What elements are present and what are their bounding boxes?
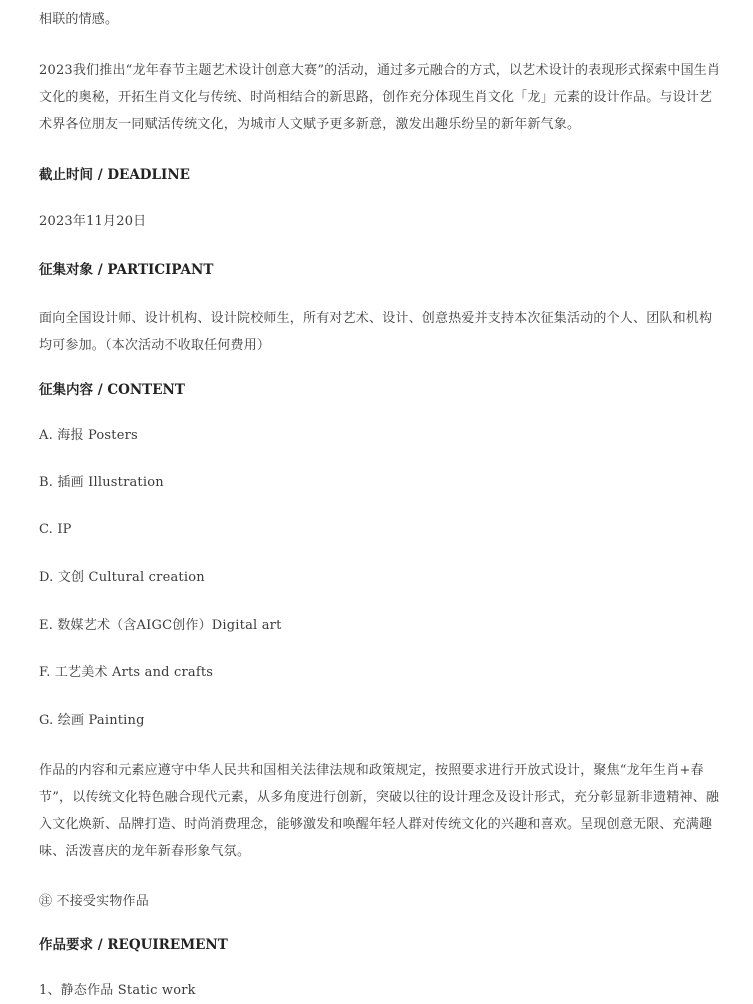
intro-tail-text: 相联的情感。	[39, 12, 119, 27]
participant-text: 面向全国设计师、设计机构、设计院校师生，所有对艺术、设计、创意热爱并支持本次征集活动的个人、团队和机构均可参加。（本次活动不收取任何费用）	[39, 311, 713, 353]
content-item-ip: C. IP	[39, 522, 72, 537]
content-item-posters: A. 海报 Posters	[39, 428, 138, 443]
requirement-item-static-work: 1、静态作品 Static work	[39, 983, 196, 998]
deadline-heading: 截止时间 / DEADLINE	[39, 167, 190, 183]
requirement-heading: 作品要求 / REQUIREMENT	[39, 937, 228, 953]
deadline-value: 2023年11月20日	[39, 214, 147, 229]
physical-work-note: ㊟ 不接受实物作品	[39, 894, 149, 909]
content-item-digital-art: E. 数媒艺术（含AIGC创作）Digital art	[39, 618, 282, 633]
intro-paragraph: 2023我们推出“龙年春节主题艺术设计创意大赛”的活动，通过多元融合的方式，以艺术设计的表现形式探索中国生肖文化的奥秘，开拓生肖文化与传统、时尚相结合的新思路，创作充分体现生肖文化「龙」元素的设计作品。与设计艺术界各位朋友一同赋活传统文化，为城市人文赋予更多新意，激发出趣乐纷呈的新年新气象。	[39, 63, 721, 132]
participant-heading: 征集对象 / PARTICIPANT	[39, 262, 214, 278]
content-item-painting: G. 绘画 Painting	[39, 713, 145, 728]
content-item-illustration: B. 插画 Illustration	[39, 475, 164, 490]
content-heading: 征集内容 / CONTENT	[39, 382, 185, 398]
content-item-cultural-creation: D. 文创 Cultural creation	[39, 570, 205, 585]
content-description-paragraph: 作品的内容和元素应遵守中华人民共和国相关法律法规和政策规定，按照要求进行开放式设计，聚焦“龙年生肖+春节”，以传统文化特色融合现代元素，从多角度进行创新，突破以往的设计理念及设计形式，充分彰显新非遗精神、融入文化焕新、品牌打造、时尚消费理念，能够激发和唤醒年轻人群对传统文化的兴趣和喜欢。呈现创意无限、充满趣味、活泼喜庆的龙年新春形象气氛。	[39, 763, 720, 859]
content-item-arts-crafts: F. 工艺美术 Arts and crafts	[39, 665, 214, 680]
